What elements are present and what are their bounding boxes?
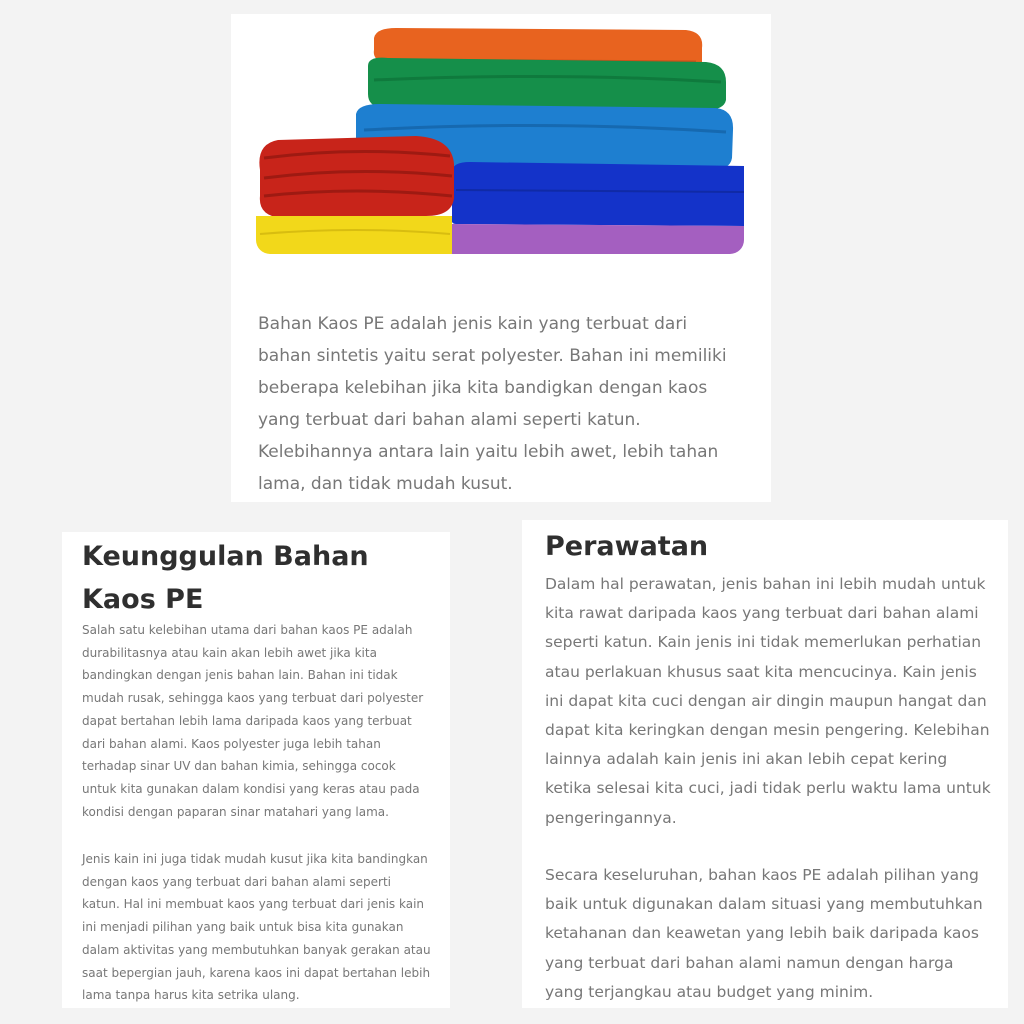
care-paragraph-1: Dalam hal perawatan, jenis bahan ini lebih mudah untuk kita rawat daripada kaos yang terbuat dari bahan alami seperti katun. Kain jenis ini tidak memerlukan perhatian atau perlakuan khusus saat kita mencucinya. Kain jenis ini dapat kita cuci dengan air dingin maupun hangat dan dapat kita keringkan dengan mesin pengering. Kelebihan lainnya adalah kain jenis ini akan lebih cepat kering ketika selesai kita cuci, jadi tidak perlu waktu lama untuk pengeringannya. (545, 575, 991, 827)
care-paragraph-2: Secara keseluruhan, bahan kaos PE adalah pilihan yang baik untuk digunakan dalam situasi yang membutuhkan ketahanan dan keawetan yang lebih baik daripada kaos yang terbuat dari bahan alami namun dengan harga yang terjangkau atau budget yang minim. (545, 866, 983, 1001)
intro-paragraph: Bahan Kaos PE adalah jenis kain yang terbuat dari bahan sintetis yaitu serat polyester. Bahan ini memiliki beberapa kelebihan jika kita bandigkan dengan kaos yang terbuat dari bahan alami seperti katun. Kelebihannya antara lain yaitu lebih awet, lebih tahan lama, dan tidak mudah kusut. (258, 314, 727, 494)
advantages-heading: Keunggulan Bahan Kaos PE (82, 541, 369, 615)
fabric-stack-image (256, 20, 744, 254)
care-card (522, 520, 1008, 1008)
care-heading: Perawatan (545, 531, 709, 562)
advantages-paragraph-2: Jenis kain ini juga tidak mudah kusut jika kita bandingkan dengan kaos yang terbuat dari bahan alami seperti katun. Hal ini membuat kaos yang terbuat dari jenis kain ini menjadi pilihan yang baik untuk bisa kita gunakan dalam aktivitas yang membutuhkan banyak gerakan atau saat bepergian jauh, karena kaos ini dapat bertahan lebih lama tanpa harus kita setrika ulang. (82, 852, 431, 1003)
advantages-card (62, 532, 450, 1008)
advantages-paragraph-1: Salah satu kelebihan utama dari bahan kaos PE adalah durabilitasnya atau kain akan lebih awet jika kita bandingkan dengan jenis bahan lain. Bahan ini tidak mudah rusak, sehingga kaos yang terbuat dari polyester dapat bertahan lebih lama daripada kaos yang terbuat dari bahan alami. Kaos polyester juga lebih tahan terhadap sinar UV dan bahan kimia, sehingga cocok untuk kita gunakan dalam kondisi yang keras atau pada kondisi dengan paparan sinar matahari yang lama. (82, 623, 424, 819)
intro-card (231, 14, 771, 502)
